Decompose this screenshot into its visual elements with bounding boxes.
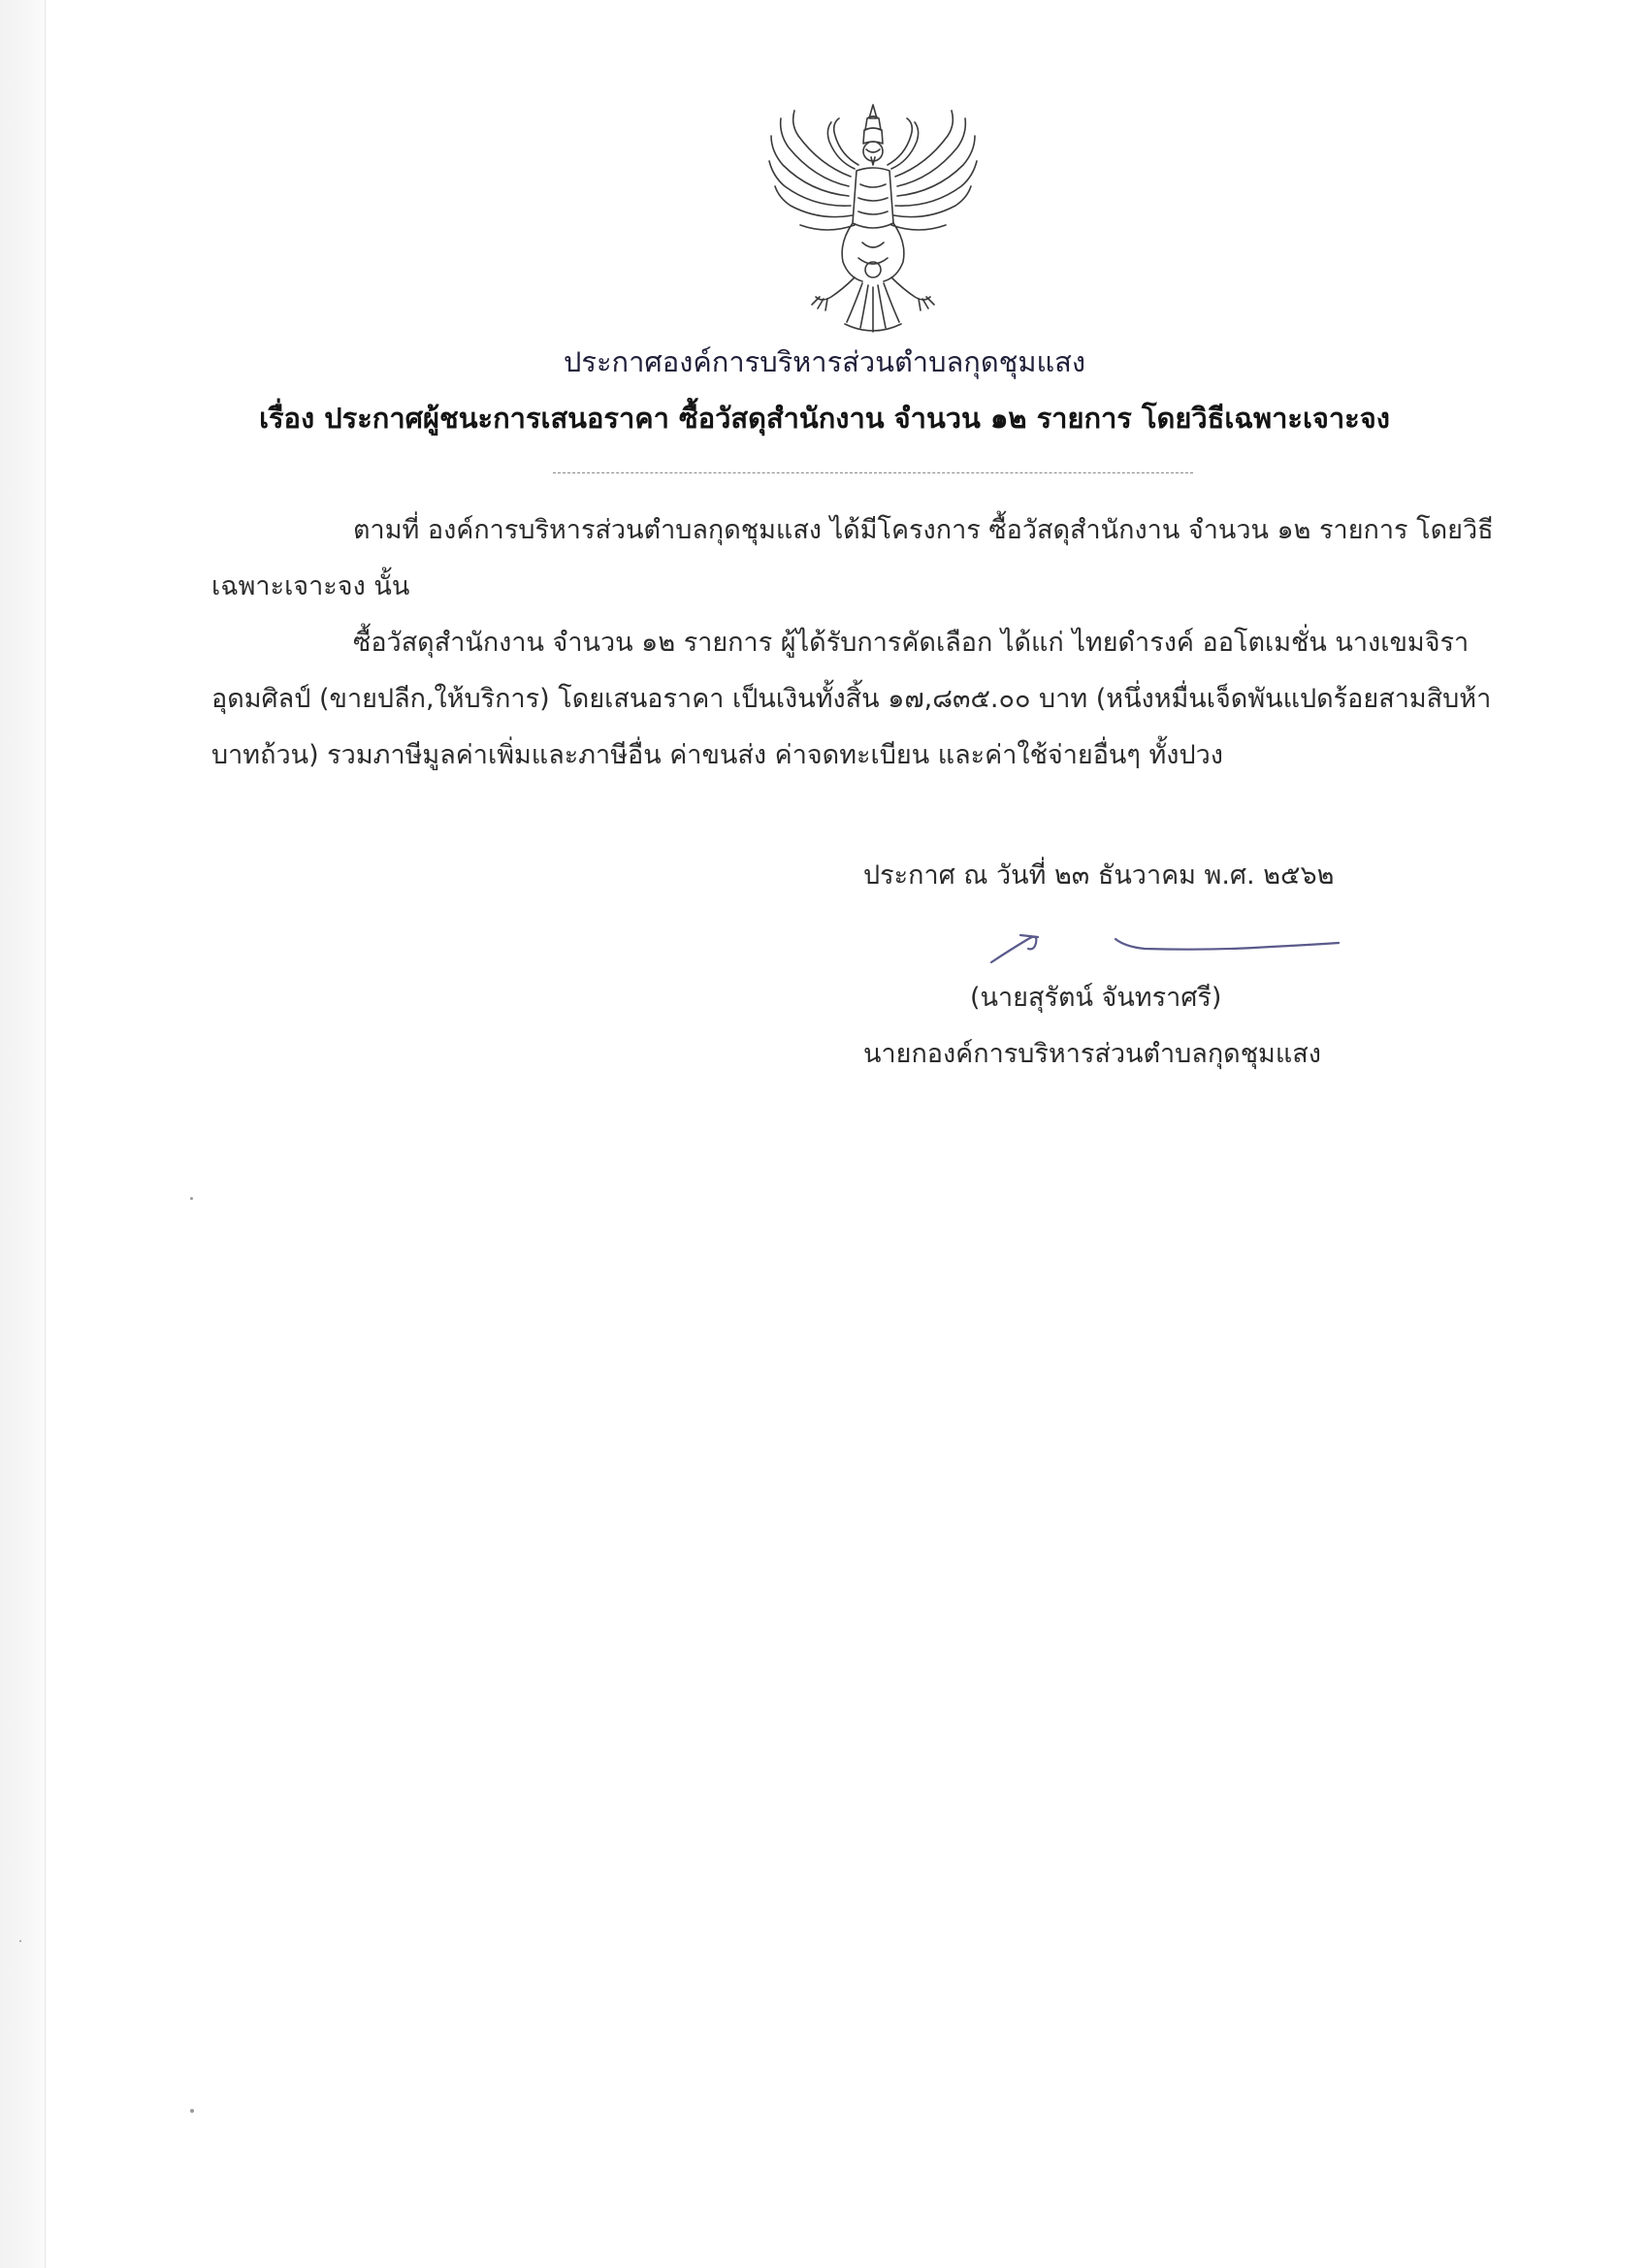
body-paragraph-1 — [211, 502, 1502, 615]
paragraph-2-line-2: อุดมศิลป์ (ขายปลีก,ให้บริการ) โดยเสนอราคา เป็นเงินทั้งสิ้น ๑๗,๘๓๕.๐๐ บาท (หนึ่งหมื่นเจ็ดพันแปดร้อยสามสิบห้า — [211, 684, 1492, 714]
title-separator — [553, 472, 1193, 473]
signatory-position: นายกองค์การบริหารส่วนตำบลกุดชุมแสง — [863, 1039, 1321, 1069]
handwritten-signature — [980, 922, 1348, 970]
body-paragraph-2 — [211, 615, 1502, 784]
signatory-name: (นายสุรัตน์ จันทราศรี) — [970, 983, 1222, 1013]
scan-speck — [190, 1197, 193, 1200]
garuda-emblem-icon — [761, 97, 985, 340]
announcement-subject: เรื่อง ประกาศผู้ชนะการเสนอราคา ซื้อวัสดุสำนักงาน จำนวน ๑๒ รายการ โดยวิธีเฉพาะเจาะจง — [259, 402, 1390, 435]
paragraph-1-line-2: เฉพาะเจาะจง นั้น — [211, 571, 410, 601]
announcement-date: ประกาศ ณ วันที่ ๒๓ ธันวาคม พ.ศ. ๒๕๖๒ — [863, 860, 1335, 891]
paragraph-2-line-1: ซื้อวัสดุสำนักงาน จำนวน ๑๒ รายการ ผู้ได้รับการคัดเลือก ได้แก่ ไทยดำรงค์ ออโตเมชั่น นางเขมจิรา — [353, 628, 1470, 658]
announcement-title: ประกาศองค์การบริหารส่วนตำบลกุดชุมแสง — [563, 345, 1085, 378]
paragraph-2-line-3: บาทถ้วน) รวมภาษีมูลค่าเพิ่มและภาษีอื่น ค่าขนส่ง ค่าจดทะเบียน และค่าใช้จ่ายอื่นๆ ทั้งปวง — [211, 740, 1223, 770]
paragraph-1-line-1: ตามที่ องค์การบริหารส่วนตำบลกุดชุมแสง ได้มีโครงการ ซื้อวัสดุสำนักงาน จำนวน ๑๒ รายการ โดยวิธี — [353, 515, 1494, 545]
scan-speck — [190, 2109, 194, 2113]
scan-speck — [19, 1940, 21, 1942]
